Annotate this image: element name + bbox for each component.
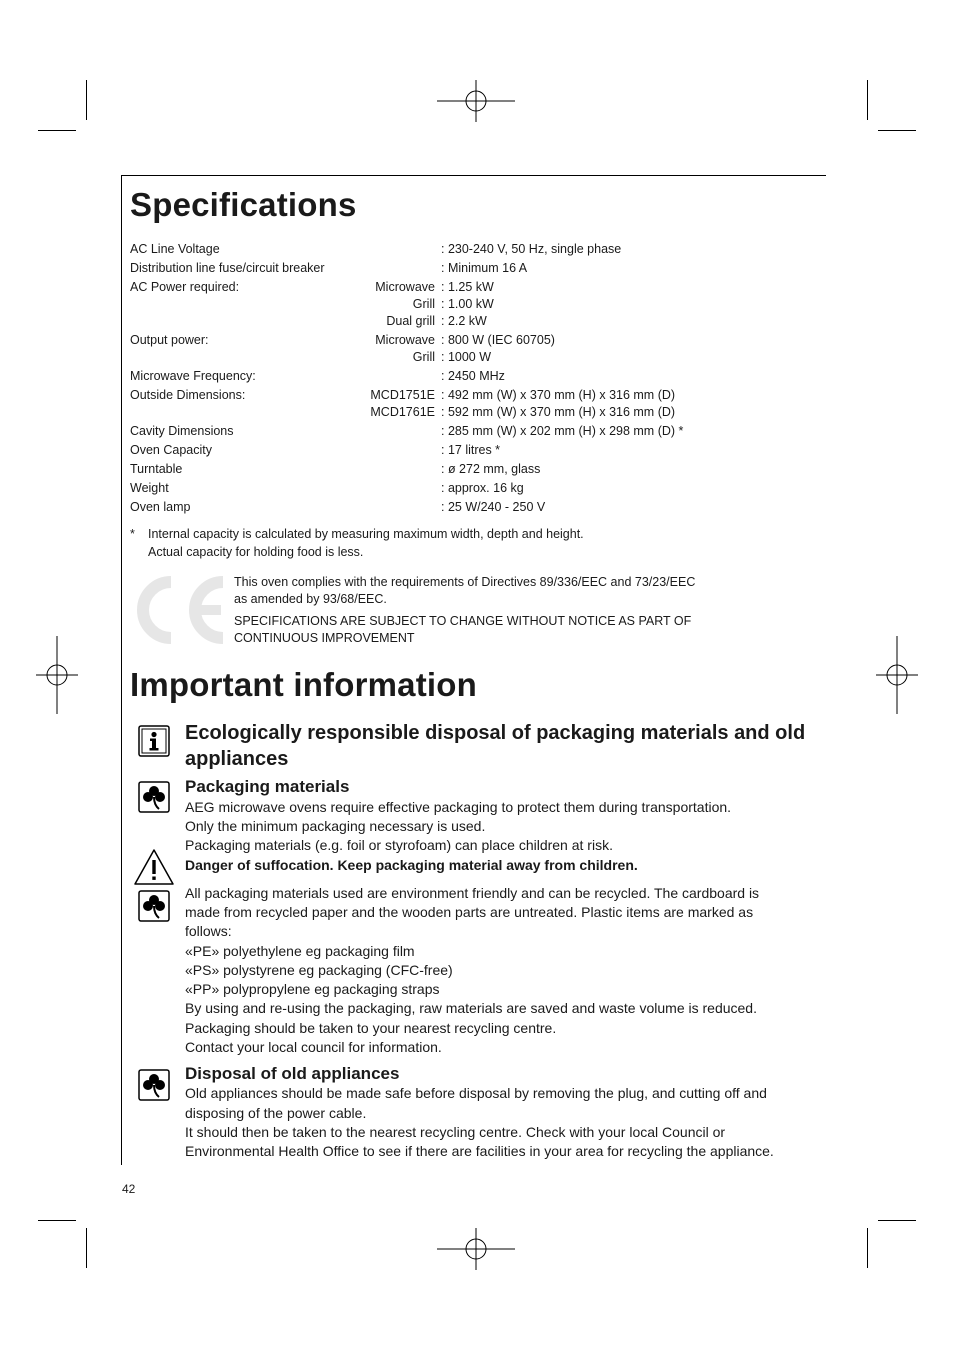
recycle-text: «PS» polystyrene eg packaging (CFC-free) (185, 962, 453, 978)
important-title: Important information (130, 666, 478, 703)
spec-row: MCD1761E : 592 mm (W) x 370 mm (H) x 316 mm (D) (370, 405, 676, 419)
crop-mark (878, 130, 916, 131)
compliance-text: This oven complies with the requirements of Directives 89/336/EEC and 73/23/EEC (234, 575, 696, 589)
recycle-text: Contact your local council for information. (185, 1039, 442, 1055)
eco-heading: Ecologically responsible disposal of packaging materials and old appliances (185, 722, 806, 770)
specifications-title: Specifications (130, 186, 357, 223)
packaging-text: AEG microwave ovens require effective packaging to protect them during transportation. (185, 799, 732, 815)
crop-mark (86, 80, 87, 120)
spec-row: Grill : 1.00 kW (412, 297, 494, 311)
recycle-text: By using and re-using the packaging, raw materials are saved and waste volume is reduced. (185, 1000, 757, 1016)
spec-row: Distribution line fuse/circuit breaker : Minimum 16 A (130, 261, 528, 275)
info-icon (138, 725, 170, 757)
recycle-text: made from recycled paper and the wooden parts are untreated. Plastic items are marked as (185, 904, 754, 920)
registration-mark-icon (437, 80, 517, 122)
packaging-text: Packaging materials (e.g. foil or styrofoam) can place children at risk. (185, 837, 613, 853)
registration-mark-icon (36, 636, 78, 714)
footnote-text: Actual capacity for holding food is less. (148, 545, 364, 559)
packaging-text: Only the minimum packaging necessary is used. (185, 818, 486, 834)
clover-icon (138, 1069, 170, 1101)
recycle-text: «PP» polypropylene eg packaging straps (185, 981, 440, 997)
disposal-heading: Disposal of old appliances (185, 1064, 400, 1083)
recycle-text: All packaging materials used are environment friendly and can be recycled. The cardboard is (185, 885, 760, 901)
frame-top-rule (122, 175, 826, 176)
ce-mark-icon (131, 576, 229, 644)
disposal-text: Old appliances should be made safe before disposal by removing the plug, and cutting off and (185, 1085, 767, 1101)
spec-row: AC Line Voltage : 230-240 V, 50 Hz, single phase (130, 242, 622, 256)
recycle-text: Packaging should be taken to your nearest recycling centre. (185, 1020, 557, 1036)
crop-mark (38, 1220, 76, 1221)
warning-icon (133, 848, 175, 886)
spec-row: Weight : approx. 16 kg (130, 481, 524, 495)
packaging-heading: Packaging materials (185, 777, 350, 796)
disposal-text: disposing of the power cable. (185, 1105, 367, 1121)
registration-mark-icon (876, 636, 918, 714)
spec-row: Dual grill : 2.2 kW (386, 314, 487, 328)
spec-row: AC Power required: Microwave : 1.25 kW (130, 280, 494, 294)
crop-mark (38, 130, 76, 131)
crop-mark (878, 1220, 916, 1221)
crop-mark (867, 1228, 868, 1268)
recycle-text: «PE» polyethylene eg packaging film (185, 943, 415, 959)
clover-icon (138, 781, 170, 813)
crop-mark (867, 80, 868, 120)
warning-text: Danger of suffocation. Keep packaging material away from children. (185, 857, 638, 873)
compliance-text: as amended by 93/68/EEC. (234, 592, 387, 606)
spec-row: Oven Capacity : 17 litres * (130, 443, 501, 457)
spec-row: Microwave Frequency: : 2450 MHz (130, 369, 505, 383)
footnote-text: Internal capacity is calculated by measuring maximum width, depth and height. (148, 527, 584, 541)
notice-text: SPECIFICATIONS ARE SUBJECT TO CHANGE WITHOUT NOTICE AS PART OF (234, 614, 692, 628)
spec-row: Outside Dimensions: MCD1751E : 492 mm (W) x 370 mm (H) x 316 mm (D) (130, 388, 676, 402)
notice-text: CONTINUOUS IMPROVEMENT (234, 631, 415, 645)
recycle-text: follows: (185, 923, 232, 939)
spec-row: Turntable : ø 272 mm, glass (130, 462, 541, 476)
crop-mark (86, 1228, 87, 1268)
page-number: 42 (122, 1182, 136, 1196)
spec-row: Oven lamp : 25 W/240 - 250 V (130, 500, 546, 514)
spec-row: Grill : 1000 W (412, 350, 492, 364)
spec-row: Output power: Microwave : 800 W (IEC 60705) (130, 333, 555, 347)
registration-mark-icon (437, 1228, 517, 1270)
clover-icon (138, 890, 170, 922)
footnote-mark: * (130, 527, 135, 541)
spec-row: Cavity Dimensions : 285 mm (W) x 202 mm (H) x 298 mm (D) * (130, 424, 684, 438)
frame-left-rule (121, 175, 122, 1165)
disposal-text: Environmental Health Office to see if there are facilities in your area for recycling the appliance. (185, 1143, 774, 1159)
disposal-text: It should then be taken to the nearest recycling centre. Check with your local Council or (185, 1124, 726, 1140)
